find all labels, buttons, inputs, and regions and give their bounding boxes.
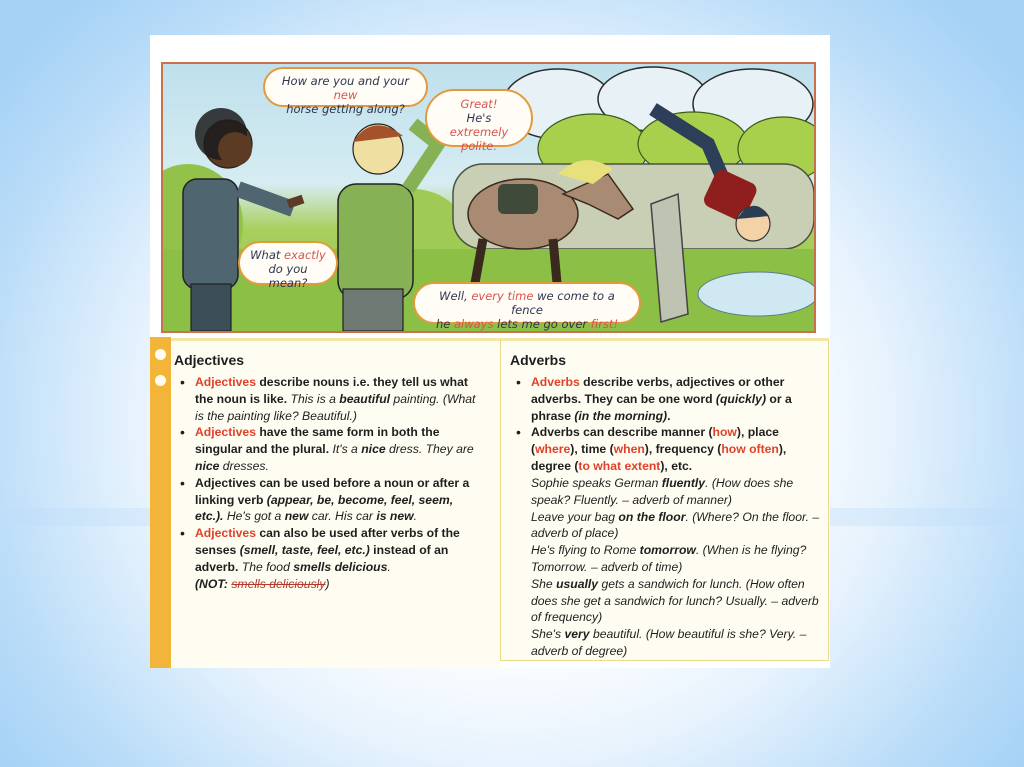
speech-bubble-2 (425, 89, 533, 153)
example-bold: tomorrow (639, 543, 696, 558)
adjective-rule-4 (174, 525, 479, 592)
example-bold: new (284, 509, 309, 524)
example-text: beautiful. (How beautiful is she? Very. – adverb of degree) (531, 627, 807, 658)
rule-text: ), place ( (531, 425, 779, 457)
example-text: She (531, 576, 557, 591)
adverbs-column (500, 338, 829, 661)
keyword: Adjectives (195, 425, 256, 440)
adverb-rule-1 (510, 374, 828, 424)
bubble-text: Well, (439, 289, 472, 303)
example-bold: fluently (661, 476, 706, 490)
example-bold: very (564, 627, 590, 642)
rule-text: have the same form in both the singular and the plural. (195, 425, 440, 457)
bubble-highlight: always (453, 317, 494, 331)
example-text: He's flying to Rome (531, 543, 640, 558)
adverb-example (510, 475, 828, 509)
example-text: The food (238, 559, 294, 574)
bubble-highlight: Great! (460, 97, 498, 111)
binder-hole (155, 375, 166, 386)
binder-stripe (150, 337, 171, 668)
rule-text: ), time ( (570, 442, 614, 457)
example-bold: nice (361, 442, 386, 457)
keyword: when (613, 442, 645, 457)
rule-text: describe nouns i.e. they tell us what the noun is like. (195, 375, 468, 406)
example-text: dresses. (219, 458, 269, 473)
example-text: . (387, 559, 391, 574)
speech-bubble-4 (413, 282, 641, 331)
bubble-text: How are you and your (281, 74, 410, 88)
example-text: . (How does she speak? Fluently. – adverb of manner) (531, 476, 794, 507)
adverbs-rules (510, 374, 828, 475)
bubble-text: He's (466, 111, 492, 125)
rule-text: ), frequency ( (644, 442, 722, 457)
keyword: Adjectives (195, 526, 256, 541)
rule-text: ), etc. (660, 458, 693, 473)
bubble-highlight: extremely (449, 125, 509, 139)
example-text: ) (325, 576, 330, 591)
bubble-text: do you mean? (268, 262, 308, 290)
rule-parenthetical: (in the morning) (574, 408, 668, 423)
bubble-highlight: polite. (461, 139, 497, 153)
example-bold: smells delicious (293, 559, 388, 574)
example-text: painting. (What is the painting like? Beautiful.) (195, 391, 476, 423)
textbook-page (150, 35, 830, 668)
example-text: This is a (287, 391, 340, 406)
comic-panel (161, 62, 816, 333)
rule-text: can also be used after verbs of the senses (195, 526, 460, 557)
rule-text: Adverbs can describe manner ( (531, 425, 713, 440)
bubble-text: he (435, 317, 454, 331)
pond (698, 272, 814, 316)
speech-bubble-1 (263, 67, 428, 116)
example-text: Sophie speaks German (531, 476, 662, 490)
example-text: He's got a (223, 509, 285, 524)
example-text: She's (531, 627, 565, 642)
keyword: to what extent (578, 458, 661, 473)
example-bold: on the floor (618, 509, 686, 524)
bubble-highlight: every time (471, 289, 534, 303)
rule-text: . (667, 408, 671, 423)
example-bold: nice (195, 458, 220, 473)
example-text: . (Where? On the floor. – adverb of place) (531, 509, 820, 541)
adverb-rule-2 (510, 424, 828, 474)
example-bold: usually (556, 576, 599, 591)
keyword: where (535, 442, 571, 457)
example-bold: beautiful (339, 391, 391, 406)
adverbs-heading: Adverbs (510, 352, 567, 368)
adverb-examples (510, 475, 828, 660)
rule-parenthetical: (appear, be, become, feel, seem, etc.). (195, 492, 454, 524)
example-text: gets a sandwich for lunch. (How often does she get a sandwich for lunch? Usually. – adverb of frequency) (531, 576, 819, 625)
adjectives-rules (174, 374, 479, 592)
example-text: car. His car (308, 509, 377, 524)
struck-example: smells deliciously (231, 576, 326, 591)
keyword: how (712, 425, 737, 440)
binder-hole (155, 349, 166, 360)
rule-text: ), degree ( (531, 442, 787, 473)
rule-parenthetical: (smell, taste, feel, etc.) (239, 542, 370, 557)
example-text: dress. They are (385, 442, 474, 457)
bubble-text: horse getting along? (286, 102, 405, 116)
adjectives-column (171, 338, 500, 668)
not-label: (NOT: (195, 576, 232, 591)
rule-parenthetical: (quickly) (715, 391, 767, 406)
adverb-example (510, 509, 828, 543)
grammar-notes (150, 335, 830, 668)
adjectives-heading: Adjectives (174, 352, 245, 368)
adverb-example (510, 576, 828, 626)
example-text: Leave your bag (531, 509, 619, 524)
bubble-text: we come to a fence (511, 289, 615, 317)
adjective-rule-1 (174, 374, 479, 424)
keyword: how often (721, 442, 779, 457)
bubble-highlight: first! (590, 317, 619, 331)
keyword: Adjectives (195, 375, 256, 389)
keyword: Adverbs (531, 375, 580, 389)
rule-text: Adjectives can be used before a noun or after a linking verb (195, 475, 470, 507)
example-text: . (413, 509, 418, 524)
example-text: It's a (329, 442, 362, 457)
example-bold: is new (376, 509, 414, 524)
adverb-example (510, 626, 828, 660)
adjective-rule-2 (174, 424, 479, 474)
adverb-example (510, 542, 828, 576)
bubble-highlight: new (333, 88, 358, 102)
rule-text: instead of an adverb. (195, 542, 449, 574)
adjective-rule-3 (174, 475, 479, 525)
bubble-text: lets me go over (493, 317, 591, 331)
example-text: . (When is he flying? Tomorrow. – adverb of time) (531, 543, 807, 574)
rule-text: describe verbs, adjectives or other adverbs. They can be one word (531, 375, 785, 406)
bubble-highlight: exactly (284, 248, 326, 262)
rule-text: or a phrase (531, 391, 792, 423)
speech-bubble-3 (238, 241, 338, 290)
bubble-text: What (250, 248, 285, 262)
